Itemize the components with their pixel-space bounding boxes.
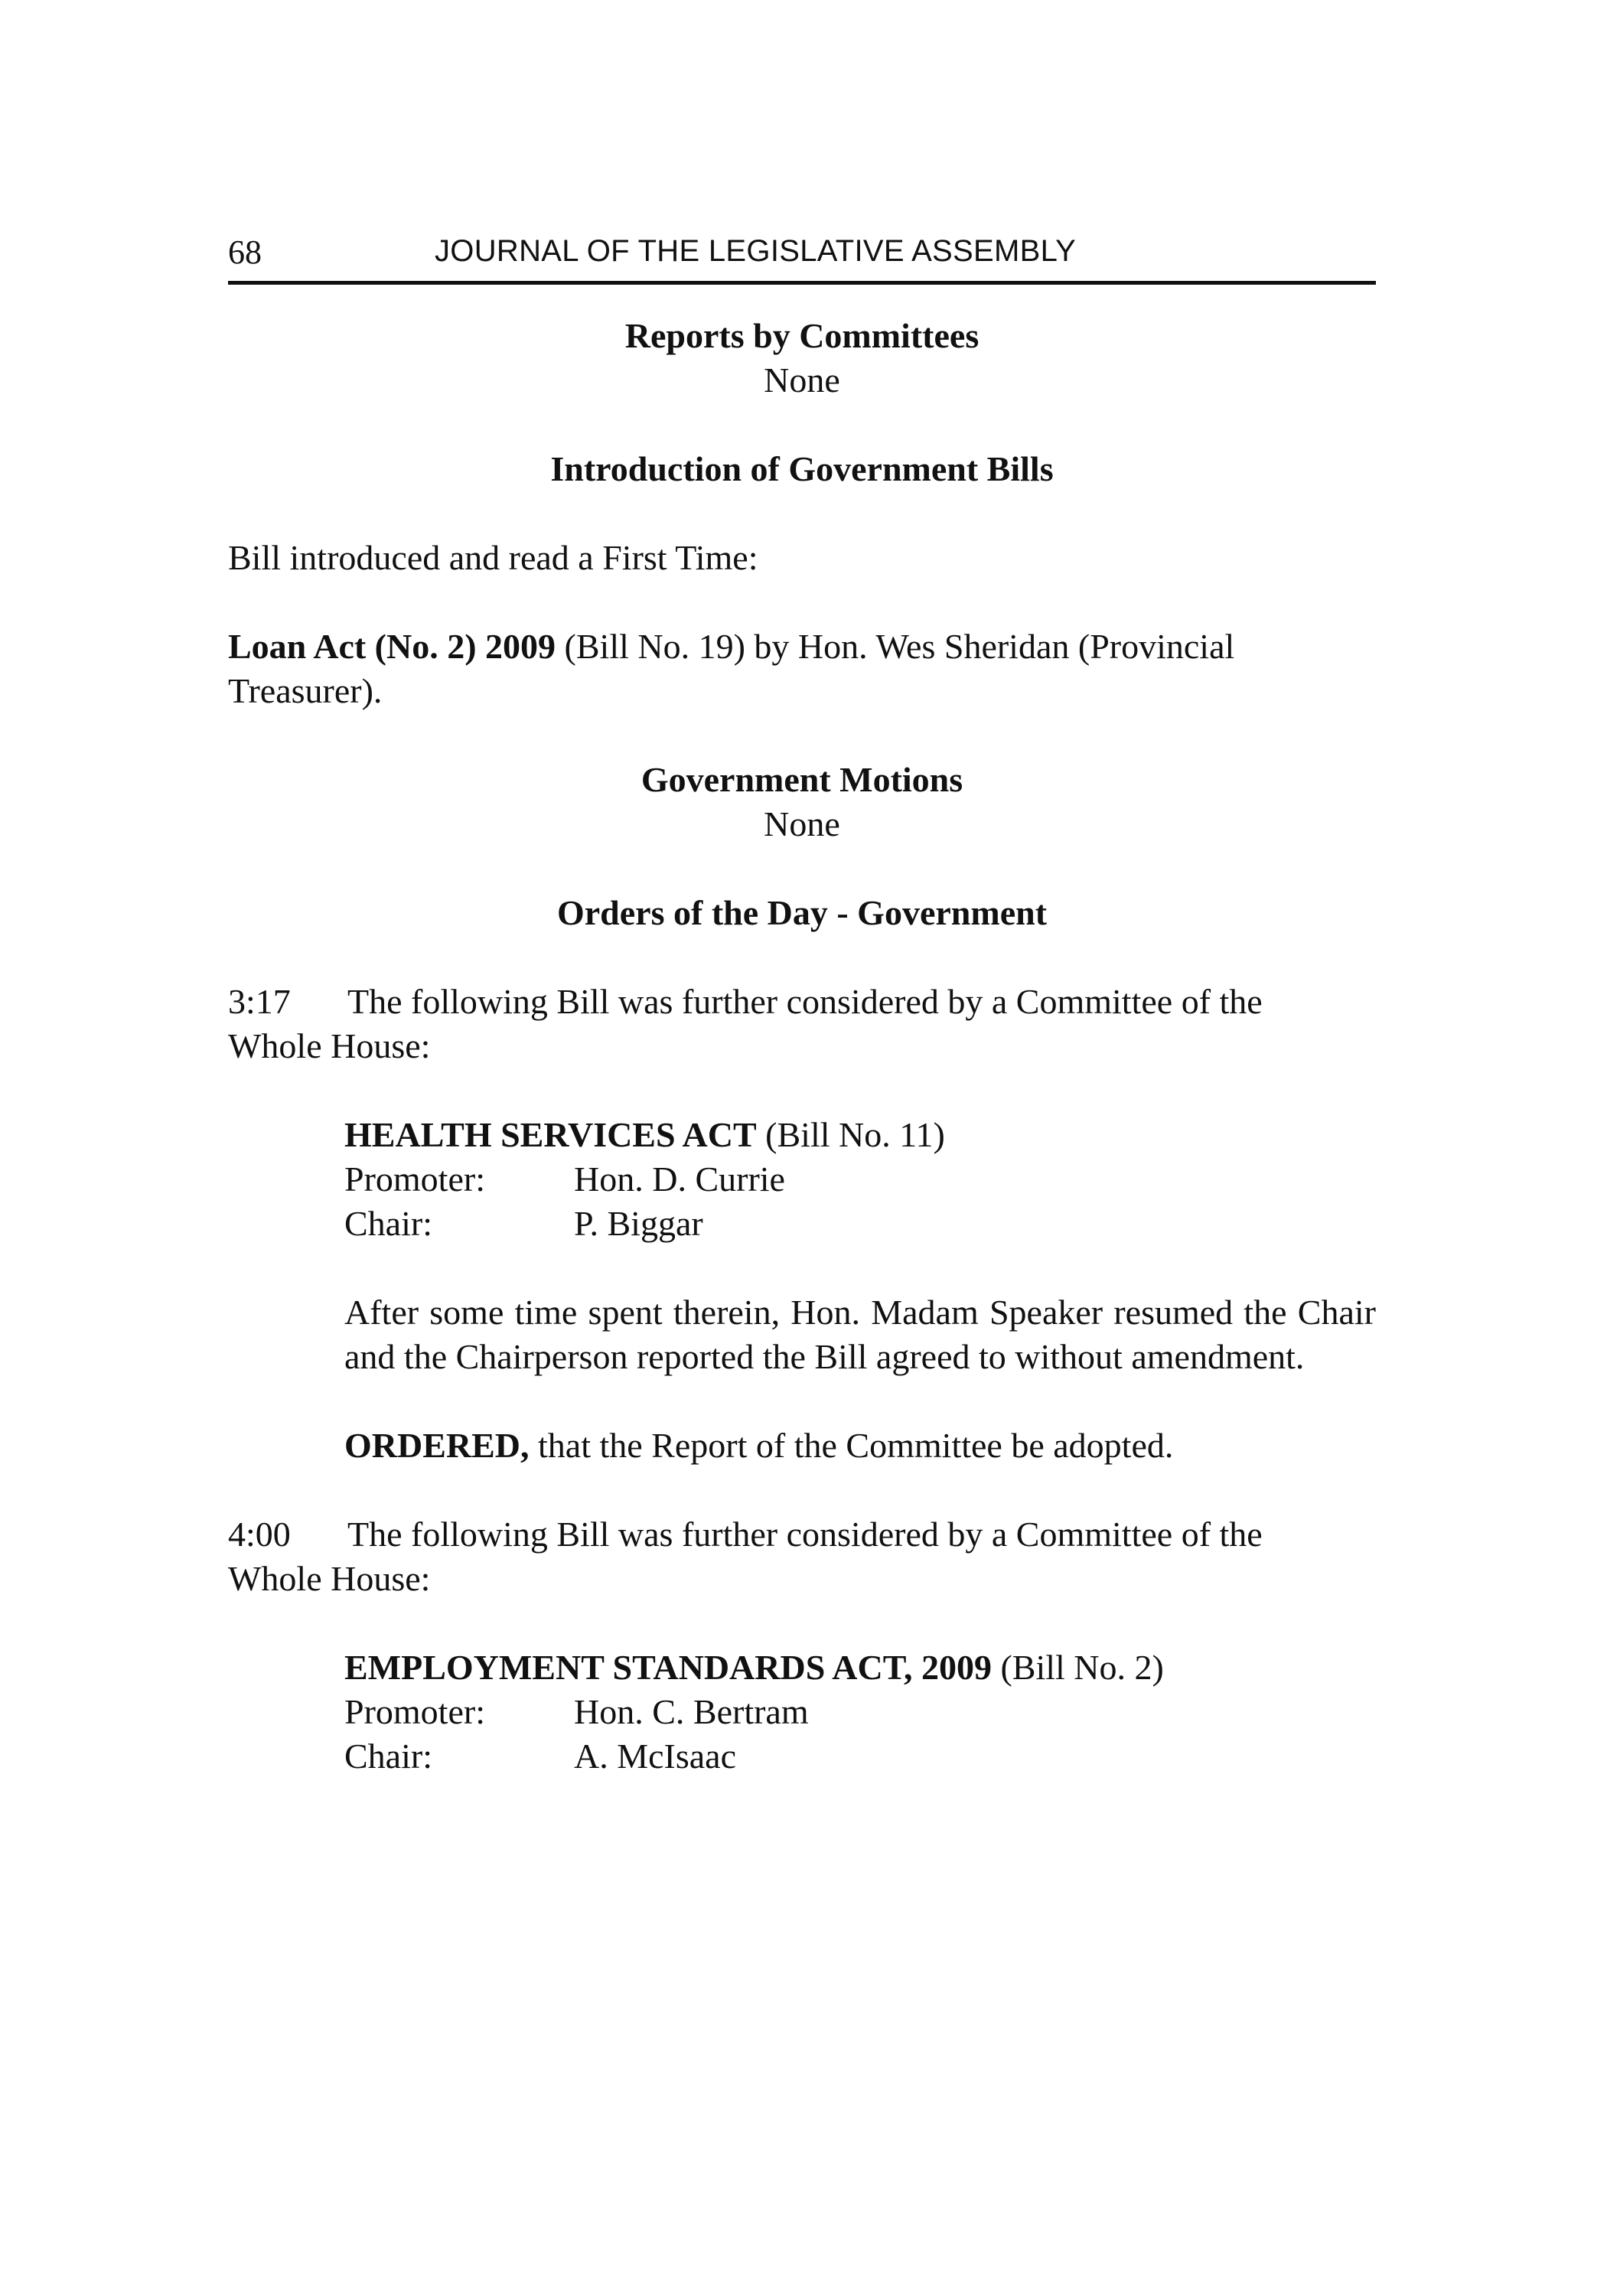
chair-row [344, 1202, 1376, 1246]
bill-title: HEALTH SERVICES ACT [344, 1115, 757, 1154]
order-item [228, 1512, 1376, 1779]
reports-section [228, 314, 1376, 403]
promoter-value: Hon. C. Bertram [574, 1692, 809, 1731]
promoter-label: Promoter: [344, 1159, 485, 1199]
order-item-time: 3:17 [228, 982, 291, 1021]
bill-details [344, 1645, 1376, 1779]
orders-section [228, 891, 1376, 1779]
orders-heading: Orders of the Day - Government [556, 893, 1048, 932]
chair-value: P. Biggar [574, 1204, 703, 1243]
bill-details [344, 1113, 1376, 1468]
order-item-text-line2: Whole House: [228, 1559, 431, 1598]
reports-heading: Reports by Committees [624, 316, 980, 355]
gov-motions-value: None [764, 804, 840, 843]
loan-act-desc-line1: (Bill No. 19) by Hon. Wes Sheridan (Provincial [556, 627, 1235, 666]
reports-value: None [764, 360, 840, 400]
order-item-intro [228, 1512, 1376, 1601]
loan-act-desc-line2: Treasurer). [228, 671, 383, 710]
bill-title-line [344, 1113, 1376, 1157]
bill-number: (Bill No. 2) [991, 1648, 1164, 1687]
promoter-row [344, 1690, 1376, 1734]
chair-row [344, 1734, 1376, 1779]
chair-label: Chair: [344, 1737, 432, 1776]
journal-title: JOURNAL OF THE LEGISLATIVE ASSEMBLY [435, 234, 1077, 268]
promoter-value: Hon. D. Currie [574, 1159, 785, 1199]
gov-motions-heading: Government Motions [641, 760, 963, 799]
bill-title: EMPLOYMENT STANDARDS ACT, 2009 [344, 1648, 992, 1687]
bill-title-line [344, 1645, 1376, 1690]
loan-act-title: Loan Act (No. 2) 2009 [228, 627, 556, 666]
chair-value: A. McIsaac [574, 1737, 737, 1776]
order-item [228, 980, 1376, 1468]
gov-motions-section [228, 758, 1376, 846]
order-item-time: 4:00 [228, 1515, 291, 1554]
ordered-line [344, 1424, 1376, 1468]
loan-act-entry [228, 625, 1376, 713]
ordered-text: that the Report of the Committee be adopted. [529, 1426, 1174, 1465]
promoter-label: Promoter: [344, 1692, 485, 1731]
promoter-row [344, 1157, 1376, 1202]
running-header [228, 226, 1376, 285]
bill-number: (Bill No. 11) [756, 1115, 945, 1154]
journal-content [228, 314, 1376, 1779]
order-item-text-line1: The following Bill was further considered by a Committee of the [347, 982, 1263, 1021]
chair-label: Chair: [344, 1204, 432, 1243]
intro-bills-text: Bill introduced and read a First Time: [228, 538, 758, 577]
intro-bills-heading: Introduction of Government Bills [550, 449, 1054, 488]
page-number: 68 [228, 233, 262, 271]
order-item-text-line2: Whole House: [228, 1026, 431, 1065]
order-item-text-line1: The following Bill was further considered by a Committee of the [347, 1515, 1263, 1554]
ordered-keyword: ORDERED, [344, 1426, 530, 1465]
order-item-intro [228, 980, 1376, 1068]
committee-result-text: After some time spent therein, Hon. Madam Speaker resumed the Chair and the Chairperson reported the Bill agreed to without amendment. [344, 1293, 1376, 1376]
intro-bills-section [228, 447, 1376, 713]
